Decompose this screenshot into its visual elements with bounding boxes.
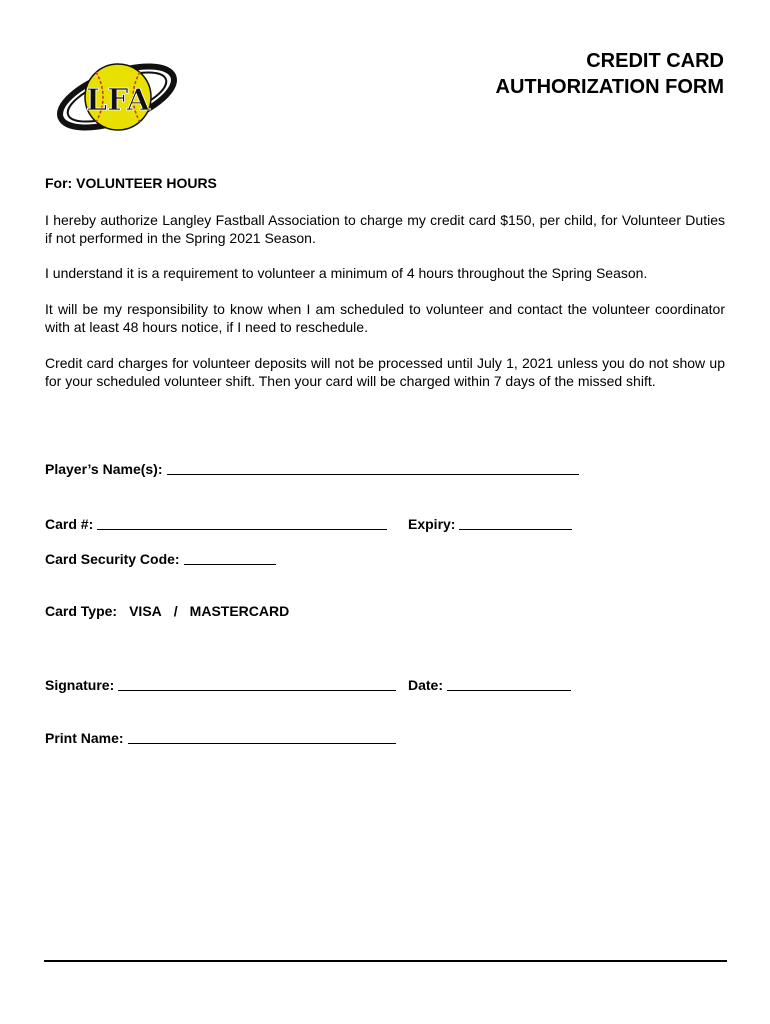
date-label: Date: xyxy=(408,677,444,693)
card-type-label: Card Type: xyxy=(45,603,118,619)
print-name-label: Print Name: xyxy=(45,730,124,746)
bottom-divider xyxy=(44,960,727,962)
title-line-1: CREDIT CARD xyxy=(586,50,724,72)
requirement-paragraph: I understand it is a requirement to volunteer a minimum of 4 hours throughout the Spring Season. xyxy=(45,265,648,281)
card-type-visa[interactable]: VISA xyxy=(129,603,162,619)
logo-lettering: LFA xyxy=(86,83,150,118)
print-name-field xyxy=(45,729,396,746)
signature-field xyxy=(45,676,396,693)
for-line: For: VOLUNTEER HOURS xyxy=(45,175,217,191)
form-title xyxy=(496,48,725,100)
signature-label: Signature: xyxy=(45,677,115,693)
security-code-field xyxy=(45,550,276,567)
authorization-paragraph: I hereby authorize Langley Fastball Association to charge my credit card $150, per child, for Volunteer Duties if not performed in the Spring 2021 Season. xyxy=(45,212,725,246)
signature-blank[interactable] xyxy=(118,676,396,691)
card-type-field xyxy=(45,603,289,619)
print-name-blank[interactable] xyxy=(128,729,396,744)
card-type-mastercard[interactable]: MASTERCARD xyxy=(189,603,290,619)
charges-paragraph: Credit card charges for volunteer deposits will not be processed until July 1, 2021 unless you do not show up for your scheduled volunteer shift. Then your card will be charged within 7 days of the missed shift. xyxy=(45,355,725,389)
date-field xyxy=(408,676,571,693)
responsibility-paragraph: It will be my responsibility to know when I am scheduled to volunteer and contact the volunteer coordinator with at least 48 hours notice, if I need to reschedule. xyxy=(45,301,725,335)
security-code-blank[interactable] xyxy=(184,550,276,565)
players-name-label: Player’s Name(s): xyxy=(45,461,163,477)
card-number-blank[interactable] xyxy=(97,515,387,530)
card-number-label: Card #: xyxy=(45,516,94,532)
date-blank[interactable] xyxy=(447,676,571,691)
lfa-logo xyxy=(52,52,182,142)
expiry-blank[interactable] xyxy=(459,515,572,530)
card-type-separator: / xyxy=(173,603,178,619)
card-number-field xyxy=(45,515,387,532)
players-name-blank[interactable] xyxy=(167,460,579,475)
security-code-label: Card Security Code: xyxy=(45,551,180,567)
expiry-field xyxy=(408,515,572,532)
title-line-2: AUTHORIZATION FORM xyxy=(495,76,724,98)
players-name-field xyxy=(45,460,579,477)
expiry-label: Expiry: xyxy=(408,516,456,532)
